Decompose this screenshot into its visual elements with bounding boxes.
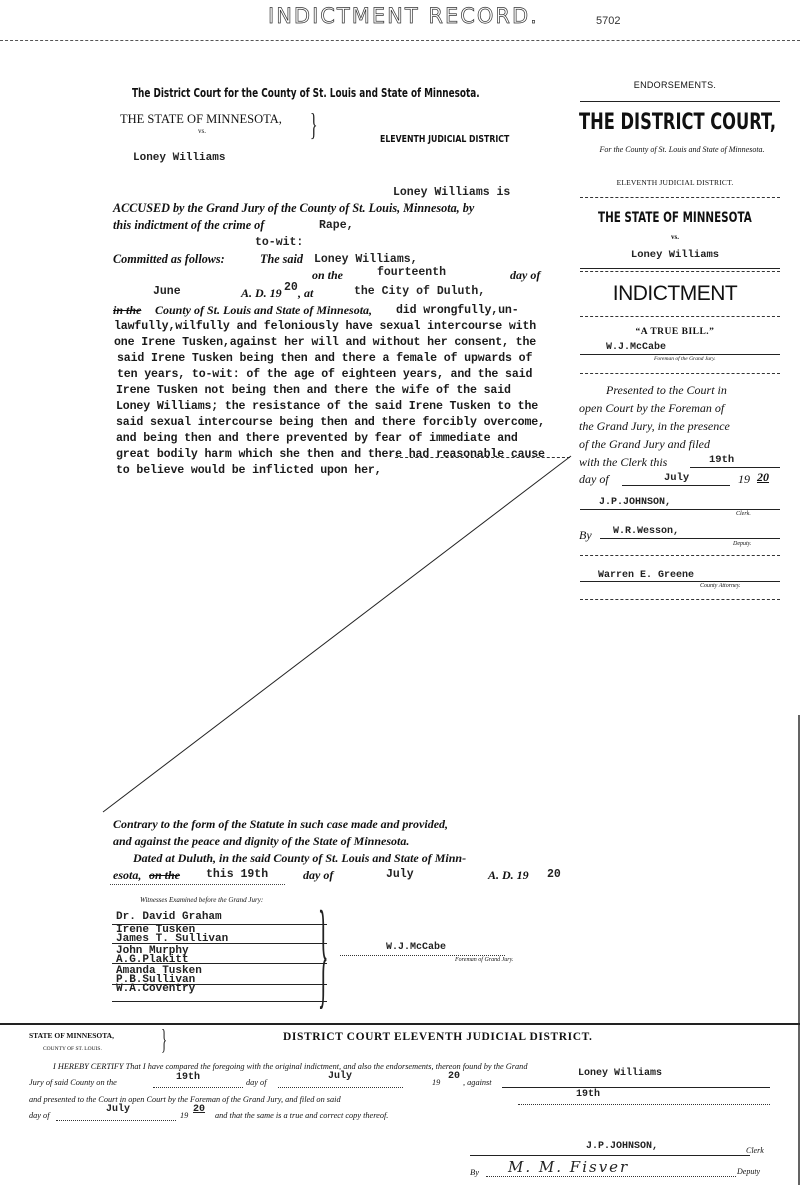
deputy-line [600, 538, 780, 539]
place: the City of Duluth, [354, 285, 486, 298]
on-the: on the [312, 268, 344, 282]
certificate-line2-b: day of [246, 1078, 267, 1087]
certificate-deputy-signature: M. M. Fisver [508, 1158, 630, 1176]
record-title: INDICTMENT RECORD. [268, 4, 539, 28]
witness-2: James T. Sullivan [116, 933, 229, 945]
certificate-deputy-label: Deputy [737, 1167, 761, 1176]
certificate-month: July [328, 1071, 353, 1082]
certificate-brace: } [161, 1025, 168, 1056]
endorsements-foreman-label: Foreman of the Grand Jury. [654, 356, 716, 362]
body-line-2: one Irene Tusken,against her will and without her consent, the [114, 336, 537, 349]
to-wit: to-wit: [255, 236, 304, 249]
endorsements-county-attorney-label: County Attorney. [700, 583, 741, 589]
body-line-9: great bodily harm which she then and there had reasonable cause [116, 448, 545, 461]
presented-line-4: with the Clerk this [579, 455, 668, 469]
endorsements-true-bill: “A TRUE BILL.” [635, 327, 715, 337]
filed-day-line [690, 467, 780, 468]
endorsements-rule-3 [580, 271, 780, 272]
certificate-line4-b: and that the same is a true and correct copy thereof. [215, 1111, 389, 1120]
endorsements-defendant: Loney Williams [630, 249, 720, 261]
witness-rule-2 [112, 963, 327, 964]
endorsements-foreman: W.J.McCabe [606, 342, 667, 353]
date-underline [110, 884, 285, 885]
body-line-1: lawfully,wilfully and feloniously have sexual intercourse with [114, 320, 537, 333]
date-month: July [386, 868, 414, 881]
foreman-signature: W.J.McCabe [386, 942, 447, 953]
body-line-5: Irene Tusken not being then and there the wife of the said [116, 384, 511, 397]
cert-deputy-line [486, 1176, 736, 1177]
certificate-day: 19th [176, 1072, 201, 1083]
clerk-line [580, 509, 780, 510]
witness-5: Amanda Tusken [116, 965, 202, 977]
certificate-state: STATE OF MINNESOTA, [29, 1031, 114, 1040]
body-line-10: to believe would be inflicted upon her, [116, 464, 382, 477]
cert-month-line [278, 1087, 403, 1088]
conclusion-line4-prefix: esota, [113, 868, 142, 882]
certificate-filed-year-prefix: 19 [180, 1111, 189, 1120]
body-line-4: ten years, to-wit: of the age of eighteen years, and the said [117, 368, 533, 381]
witnesses-heading: Witnesses Examined before the Grand Jury: [140, 896, 264, 904]
date-day-of: day of [303, 868, 334, 882]
caption-district: ELEVENTH JUDICIAL DISTRICT [380, 134, 510, 145]
endorsements-doc-type: INDICTMENT [612, 282, 738, 305]
crime-prefix: this indictment of the crime of [113, 218, 265, 232]
endorsements-deputy-label: Deputy. [733, 541, 752, 547]
certificate-filed-year: 20 [193, 1104, 206, 1115]
endorsements-year-prefix: 19 [738, 472, 750, 486]
certificate-year-prefix: 19 [432, 1078, 441, 1087]
witness-6: P.B.Sullivan [116, 974, 196, 986]
endorsements-plaintiff: THE STATE OF MINNESOTA [598, 210, 752, 226]
date-year: 20 [547, 868, 561, 881]
endorsements-rule-0 [580, 101, 780, 102]
county-attorney-line [580, 581, 780, 582]
at: , at [298, 286, 314, 300]
presented-line-1: open Court by the Foreman of [579, 401, 725, 415]
foreman-label: Foreman of Grand Jury. [455, 957, 514, 963]
cert-clerk-line [470, 1155, 750, 1156]
foreman-signature-line [340, 955, 505, 956]
committed-prefix: Committed as follows: [113, 252, 225, 266]
county-prefix-struck: in the [113, 303, 142, 317]
witness-rule-4 [112, 1001, 327, 1002]
endorsements-rule-7 [580, 599, 780, 600]
certificate-filed-day: 19th [576, 1089, 601, 1100]
cert-defendant-line [502, 1087, 770, 1088]
endorsements-heading: ENDORSEMENTS. [633, 80, 717, 90]
endorsements-day-of: day of [579, 472, 609, 486]
endorsements-clerk: J.P.JOHNSON, [599, 497, 672, 508]
certificate-by: By [470, 1167, 479, 1177]
endorsements-court: THE DISTRICT COURT, [579, 110, 777, 135]
endorsements-foreman-line [580, 354, 780, 355]
endorsements-rule-1 [580, 197, 780, 198]
date-ad: A. D. 19 [488, 868, 529, 882]
accused-line: ACCUSED by the Grand Jury of the County of St. Louis, Minnesota, by [113, 201, 475, 215]
certificate-against: , against [463, 1078, 492, 1087]
the-said-name: Loney Williams, [314, 253, 418, 266]
certificate-clerk-label: Clerk [746, 1146, 764, 1155]
body-line-0: did wrongfully,un- [396, 304, 519, 317]
conclusion-line2: and against the peace and dignity of the State of Minnesota. [113, 834, 410, 848]
presented-line-0: Presented to the Court in [606, 383, 727, 397]
endorsements-clerk-label: Clerk. [736, 511, 751, 517]
endorsements-filed-day: 19th [709, 454, 735, 466]
date-day: this 19th [206, 868, 269, 881]
body-line-6: Loney Williams; the resistance of the said Irene Tusken to the [116, 400, 539, 413]
cert-day-line [153, 1087, 243, 1088]
endorsements-rule-6 [580, 555, 780, 556]
presented-line-3: of the Grand Jury and filed [579, 437, 710, 451]
certificate-clerk: J.P.JOHNSON, [586, 1141, 659, 1152]
certificate-line2-a: Jury of said County on the [29, 1078, 117, 1087]
certificate-line1: I HEREBY CERTIFY That I have compared the foregoing with the original indictment, and also the endorsements, thereon found by the Grand [53, 1062, 528, 1071]
witness-3: John Murphy [116, 945, 189, 957]
accused-name: Loney Williams is [393, 186, 511, 199]
certificate-line4-a: day of [29, 1111, 50, 1120]
endorsements-filed-year: 20 [757, 470, 769, 484]
body-line-7: said sexual intercourse being then and there forcibly overcome, [116, 416, 545, 429]
witness-7: W.A.Coventry [116, 983, 196, 995]
caption-vs: vs. [198, 127, 206, 135]
certificate-top-rule [0, 1023, 800, 1025]
witness-4: A.G.Plakitt [116, 954, 189, 966]
certificate-filed-month: July [106, 1104, 131, 1115]
ad-prefix: A. D. 19 [241, 286, 282, 300]
endorsements-vs: vs. [671, 233, 679, 241]
day-ordinal: fourteenth [377, 266, 447, 279]
endorsements-district: ELEVENTH JUDICIAL DISTRICT. [616, 178, 734, 187]
witness-1: Irene Tusken [116, 924, 196, 936]
certificate-line3: and presented to the Court in open Court by the Foreman of the Grand Jury, and filed on said [29, 1095, 341, 1104]
body-line-3: said Irene Tusken being then and there a female of upwards of [117, 352, 533, 365]
body-line-8: and being then and there prevented by fear of immediate and [116, 432, 518, 445]
endorsements-county-attorney: Warren E. Greene [598, 570, 695, 581]
endorsements-deputy: W.R.Wesson, [613, 526, 680, 537]
certificate-county: COUNTY OF ST. LOUIS. [43, 1046, 102, 1052]
court-heading: The District Court for the County of St. Louis and State of Minnesota. [132, 86, 480, 100]
witness-0: Dr. David Graham [116, 911, 222, 923]
certificate-defendant: Loney Williams [578, 1068, 663, 1079]
day-of: day of [510, 268, 541, 282]
certificate-heading: DISTRICT COURT ELEVENTH JUDICIAL DISTRICT. [283, 1031, 593, 1043]
certificate-year: 20 [448, 1071, 461, 1082]
endorsements-by: By [579, 528, 592, 542]
cert-filed-day-line [518, 1104, 770, 1105]
endorsements-court-sub: For the County of St. Louis and State of Minnesota. [599, 145, 765, 154]
endorsements-rule-2 [580, 268, 780, 269]
caption-defendant: Loney Williams [133, 152, 226, 164]
cert-filed-month-line [56, 1120, 176, 1121]
endorsements-filed-month: July [664, 472, 690, 484]
endorsements-rule-4 [580, 316, 780, 317]
month: June [153, 285, 181, 298]
conclusion-line3: Dated at Duluth, in the said County of St. Louis and State of Minn- [133, 851, 467, 865]
conclusion-line4-struck: on the [149, 868, 181, 882]
witness-rule-1 [112, 943, 327, 944]
crime: Rape, [319, 219, 354, 232]
endorsements-rule-5 [580, 373, 780, 374]
conclusion-line1: Contrary to the form of the Statute in such case made and provided, [113, 817, 449, 831]
caption-brace: } [309, 106, 318, 142]
county-line: County of St. Louis and State of Minnesota, [155, 303, 373, 317]
caption-plaintiff: THE STATE OF MINNESOTA, [120, 112, 282, 126]
witnesses-brace: } [318, 886, 329, 1019]
the-said: The said [260, 252, 303, 266]
filed-month-line [622, 485, 730, 486]
record-number: 5702 [596, 15, 621, 27]
presented-line-2: the Grand Jury, in the presence [579, 419, 730, 433]
year: 20 [284, 281, 298, 294]
